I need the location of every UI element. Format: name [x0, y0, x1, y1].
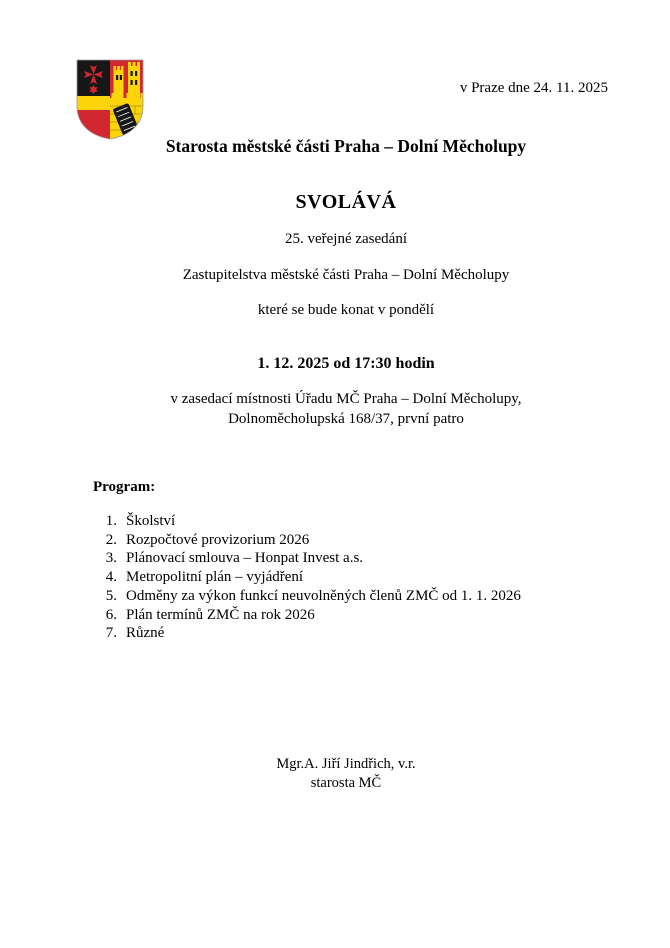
program-item-text: Plánovací smlouva – Honpat Invest a.s. — [126, 550, 364, 567]
session-number-line: 25. veřejné zasedání — [284, 231, 408, 247]
program-item-number: 7. — [105, 625, 117, 642]
program-item — [97, 568, 521, 587]
program-item — [97, 512, 521, 531]
coat-of-arms-icon — [75, 58, 145, 140]
document-title: Starosta městské části Praha – Dolní Měcholupy — [165, 136, 527, 156]
program-item-text: Rozpočtové provizorium 2026 — [126, 531, 310, 548]
program-item — [97, 531, 521, 550]
program-item — [97, 606, 521, 625]
venue-line-2: Dolnoměcholupská 168/37, první patro — [228, 411, 464, 427]
day-line: které se bude konat v pondělí — [257, 302, 435, 318]
program-item-text: Plán termínů ZMČ na rok 2026 — [126, 606, 315, 623]
program-item — [97, 587, 521, 606]
assembly-line: Zastupitelstva městské části Praha – Dolní Měcholupy — [182, 267, 510, 283]
signature-role: starosta MČ — [310, 775, 382, 791]
program-item-text: Odměny za výkon funkcí neuvolněných členů ZMČ od 1. 1. 2026 — [126, 587, 521, 604]
program-item-number: 2. — [105, 531, 117, 548]
program-item — [97, 549, 521, 568]
program-item-number: 6. — [105, 606, 117, 623]
program-list — [97, 512, 521, 643]
signature-name: Mgr.A. Jiří Jindřich, v.r. — [276, 756, 416, 772]
program-item-number: 5. — [105, 587, 117, 604]
program-item-number: 1. — [105, 513, 117, 529]
program-item-text: Různé — [126, 625, 165, 642]
program-item — [97, 624, 521, 643]
venue-line-1: v zasedací místnosti Úřadu MČ Praha – Dolní Měcholupy, — [170, 391, 522, 407]
program-item-text: Metropolitní plán – vyjádření — [126, 569, 304, 586]
program-label: Program: — [93, 479, 156, 495]
announcement-heading: SVOLÁVÁ — [295, 191, 397, 213]
program-item-number: 3. — [105, 550, 117, 567]
program-item-text: Školství — [126, 513, 176, 529]
program-item-number: 4. — [105, 569, 117, 586]
datetime-line: 1. 12. 2025 od 17:30 hodin — [257, 355, 435, 372]
place-date-line: v Praze dne 24. 11. 2025 — [459, 80, 608, 96]
